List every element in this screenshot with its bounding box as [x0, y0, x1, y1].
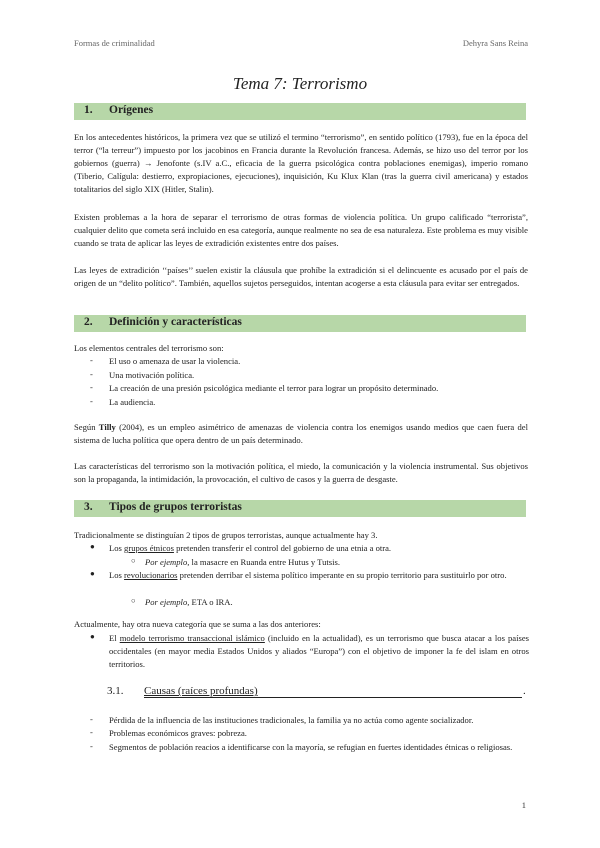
paragraph-origins-problems: Existen problemas a la hora de separar el terrorismo de otras formas de violencia política. Un grupo calificado “terrorista”, cualquier delito que cometa será incluido en esa categoría, aunque realmente no sea de esa naturaleza. Este problema es muy visible cuando se trata de aplicar las leyes de extradición existentes entre dos países. [74, 212, 528, 248]
bullet-marker: ● [90, 569, 95, 578]
dash-marker: - [90, 369, 93, 379]
heading-rule [144, 697, 522, 698]
dash-marker: - [90, 355, 93, 365]
section-heading-origenes [74, 103, 526, 120]
bullet-marker: ● [90, 632, 95, 641]
paragraph-origins-extradition: Las leyes de extradición ‘‘países’’ suelen existir la cláusula que prohíbe la extradición si el delincuente es acusado por el país de origen de un “delito político”. También, aquellos sujetos perseguidos, intentan acogerse a esta cláusula para evitar ser entregados. [74, 265, 528, 288]
header-right: Dehyra Sans Reina [462, 38, 528, 48]
paragraph-new-category: Actualmente, hay otra nueva categoría que se suma a las dos anteriores: [74, 619, 321, 629]
header-left: Formas de criminalidad [74, 38, 155, 48]
list-item: El uso o amenaza de usar la violencia. [109, 356, 241, 366]
list-item-cause: Pérdida de la influencia de las instituciones tradicionales, la familia ya no actúa como agente socializador. [109, 715, 474, 725]
list-item: Una motivación política. [109, 370, 195, 380]
dash-marker: - [90, 741, 93, 751]
list-item-cause: Segmentos de población reacios a identificarse con la mayoría, se refugian en fuertes identidades étnicas o religiosas. [109, 742, 513, 752]
section-number: 3. [84, 501, 93, 513]
example-ethnic [145, 556, 340, 569]
bullet-marker: ● [90, 542, 95, 551]
list-item-ethnic [109, 542, 529, 555]
section-heading-definicion [74, 315, 526, 332]
paragraph-tilly-definition [74, 421, 528, 447]
paragraph-characteristics: Las características del terrorismo son la motivación política, el miedo, la comunicación y la violencia instrumental. Sus objetivos son la propaganda, la intimidación, la provocación, el cultivo de casos y la guerra de desgaste. [74, 461, 528, 484]
section-label: Tipos de grupos terroristas [109, 501, 242, 513]
elements-intro: Los elementos centrales del terrorismo son: [74, 343, 224, 353]
term-underlined: modelo terrorismo transaccional islámico [119, 633, 265, 643]
circle-marker: ○ [131, 596, 136, 605]
dash-marker: - [90, 727, 93, 737]
text: (2004), es un empleo asimétrico de amenazas de violencia contra los enemigos usando medios que caen fuera del sistema de lucha política que opera dentro de un país determinado. [74, 422, 528, 445]
page-number: 1 [521, 800, 526, 810]
text: (incluido en la actualidad), es un terrorismo que busca atacar a los países occidentales (en mayor media Estados Unidos y aliados “Europa”) con el objetivo de imponer la fe del islam en otros territorios. [109, 633, 529, 669]
dash-marker: - [90, 714, 93, 724]
text: pretenden derribar el sistema político imperante en su propio territorio para sustituirlo por otro. [177, 570, 507, 580]
subsection-number: 3.1. [107, 685, 124, 697]
text: Los [109, 543, 125, 553]
list-item: La creación de una presión psicológica mediante el terror para lograr un propósito determinado. [109, 383, 439, 393]
example-label: Por ejemplo, [145, 597, 190, 607]
text: la masacre en Ruanda entre Hutus y Tutsis. [189, 557, 341, 567]
author-name: Tilly [98, 422, 116, 432]
paragraph-origins-history: En los antecedentes históricos, la primera vez que se utilizó el termino “terrorismo”, en sentido político (1793), fue en la época del terror (“la terreur”) impuesto por los jacobinos en Francia durante la Revolución francesa. Además, se hizo uso del terror por los gobiernos (guerra) → Jenofonte (s.IV a.C., eficacia de la guerra psicológica contra poblaciones enemigas), imperio romano (Tiberio, Calígula: destierro, expropiaciones, ejecuciones), inquisición, Ku Klux Klan (tras la guerra civil americana) y estados totalitarios del siglo XIX (Hitler, Stalin). [74, 132, 528, 194]
section-heading-tipos [74, 500, 526, 517]
term-underlined: grupos étnicos [124, 543, 174, 553]
example-label: Por ejemplo, [145, 557, 190, 567]
types-intro: Tradicionalmente se distinguían 2 tipos de grupos terroristas, aunque actualmente hay 3. [74, 530, 378, 540]
heading-dot: . [523, 685, 526, 697]
page-title: Tema 7: Terrorismo [232, 74, 368, 93]
section-number: 1. [84, 104, 93, 116]
list-item: La audiencia. [109, 397, 156, 407]
subsection-label: Causas (raíces profundas) [144, 685, 258, 697]
section-number: 2. [84, 316, 93, 328]
text: ETA o IRA. [189, 597, 233, 607]
dash-marker: - [90, 382, 93, 392]
text: Los [109, 570, 125, 580]
example-revolutionary [145, 596, 233, 609]
text: pretenden transferir el control del gobierno de una etnia a otra. [173, 543, 392, 553]
section-label: Orígenes [109, 104, 154, 116]
section-label: Definición y características [109, 316, 242, 328]
term-underlined: revolucionarios [124, 570, 178, 580]
text: Según [74, 422, 99, 432]
list-item-islamic [109, 632, 529, 671]
dash-marker: - [90, 396, 93, 406]
text: El [109, 633, 120, 643]
list-item-revolutionary [109, 569, 529, 582]
circle-marker: ○ [131, 556, 136, 565]
list-item-cause: Problemas económicos graves: pobreza. [109, 728, 247, 738]
